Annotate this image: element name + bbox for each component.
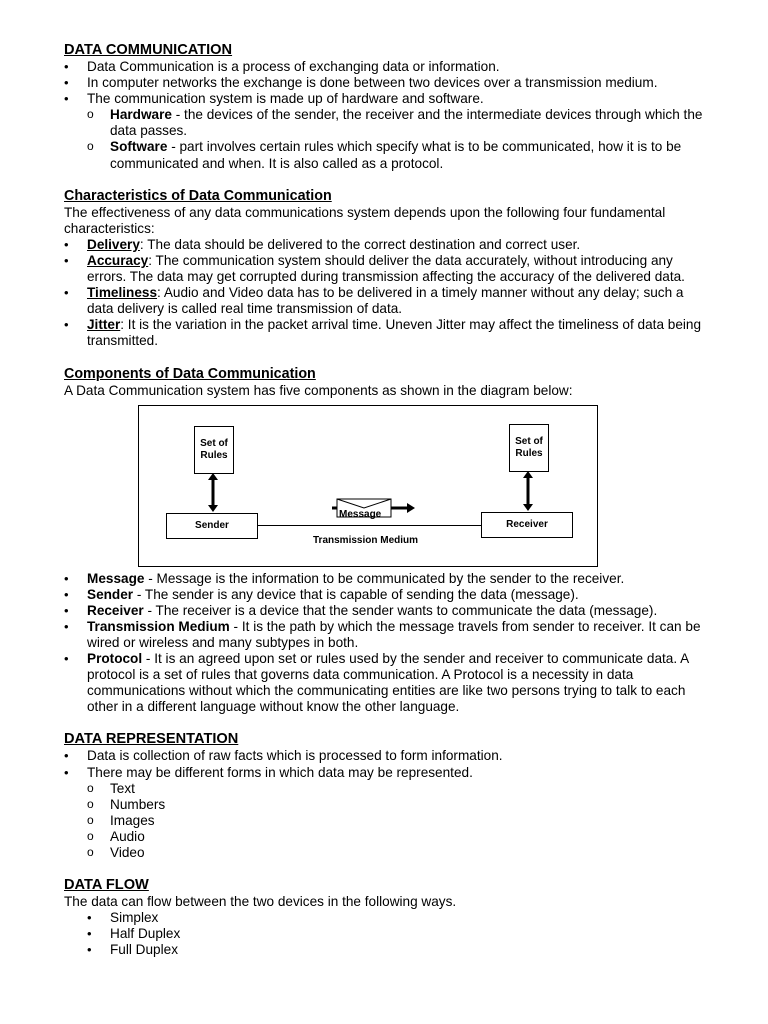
- arrowhead-down-left: [208, 505, 218, 512]
- list-item: • Data is collection of raw facts which is processed to form information.: [64, 748, 712, 764]
- definition: - It is an agreed upon set or rules used by the sender and receiver to communicate data. A protocol is a set of rules that governs data communication. A Protocol is a necessity in data communications without which the communicating entities are like two persons trying to talk to each other in a different language without know the other language.: [87, 651, 689, 715]
- list-item-delivery: [64, 237, 712, 253]
- term: Jitter: [87, 317, 121, 333]
- definition-software: - part involves certain rules which specify what is to be communicated, how it is to be communicated and when. It is also called as a protocol.: [110, 139, 682, 171]
- heading-components: Components of Data Communication: [64, 365, 316, 382]
- characteristics-intro: The effectiveness of any data communications system depends upon the following four fundamental characteristics:: [64, 204, 666, 236]
- list-item-text: There may be different forms in which data may be represented.: [87, 764, 473, 780]
- list-item-receiver: [64, 603, 712, 619]
- sublist-item-video: o Video: [87, 845, 712, 861]
- data-forms-sublist: [87, 781, 712, 861]
- hardware-software-sublist: [87, 107, 712, 171]
- set-of-rules-left-box: Set of Rules: [194, 426, 234, 474]
- transmission-medium-label: Transmission Medium: [313, 534, 419, 546]
- data-flow-list: [87, 910, 712, 958]
- components-list: [64, 571, 712, 716]
- term: Transmission Medium: [87, 618, 230, 634]
- list-item: • In computer networks the exchange is done between two devices over a transmission medium.: [64, 75, 712, 91]
- set-of-rules-right-box: Set of Rules: [509, 424, 549, 472]
- characteristics-list: [64, 237, 712, 350]
- definition: : The data should be delivered to the correct destination and correct user.: [139, 236, 581, 252]
- message-arrowhead: [407, 503, 415, 513]
- list-item-protocol: [64, 651, 712, 715]
- list-item-accuracy: [64, 253, 712, 285]
- list-item-full-duplex: • Full Duplex: [87, 942, 712, 958]
- definition: - It is the path by which the message travels from sender to receiver. It can be wired or wireless and many subtypes in both.: [87, 618, 701, 650]
- list-item-timeliness: [64, 285, 712, 317]
- term: Sender: [87, 586, 134, 602]
- arrowhead-up-left: [208, 473, 218, 480]
- list-item: • Data Communication is a process of exchanging data or information.: [64, 59, 712, 75]
- heading-data-flow: DATA FLOW: [64, 877, 149, 894]
- data-representation-list: [64, 748, 712, 861]
- term-software: Software: [110, 139, 168, 155]
- definition: : Audio and Video data has to be delivered in a timely manner without any delay; such a data delivery is called real time transmission of data.: [87, 285, 684, 317]
- sublist-item-numbers: o Numbers: [87, 797, 712, 813]
- arrowhead-up-right: [523, 471, 533, 478]
- definition: : The communication system should deliver the data accurately, without introducing any errors. The data may get corrupted during transmission affecting the accuracy of the delivered data.: [87, 252, 685, 285]
- list-item-half-duplex: • Half Duplex: [87, 926, 712, 942]
- sublist-item-text: o Text: [87, 781, 712, 797]
- term-hardware: Hardware: [110, 107, 172, 123]
- list-item: [64, 91, 712, 171]
- list-item: [64, 765, 712, 862]
- definition: - The sender is any device that is capable of sending the data (message).: [133, 586, 579, 602]
- term: Accuracy: [87, 252, 149, 268]
- components-intro: A Data Communication system has five components as shown in the diagram below:: [64, 382, 573, 398]
- term: Receiver: [87, 602, 144, 618]
- list-item-sender: [64, 587, 712, 603]
- definition: : It is the variation in the packet arrival time. Uneven Jitter may affect the timeliness of data being transmitted.: [87, 317, 702, 349]
- term: Timeliness: [87, 285, 158, 301]
- receiver-box: Receiver: [481, 512, 573, 538]
- heading-data-communication: DATA COMMUNICATION: [64, 42, 233, 58]
- list-item-simplex: • Simplex: [87, 910, 712, 926]
- sublist-item-software: [87, 139, 712, 171]
- definition: - The receiver is a device that the sender wants to communicate the data (message).: [143, 602, 658, 618]
- list-item-message: [64, 571, 712, 587]
- arrowhead-down-right: [523, 504, 533, 511]
- term: Message: [87, 570, 145, 586]
- document-page: [64, 42, 712, 958]
- sublist-item-audio: o Audio: [87, 829, 712, 845]
- definition: - Message is the information to be communicated by the sender to the receiver.: [144, 570, 625, 586]
- sender-box: Sender: [166, 513, 258, 539]
- heading-characteristics: Characteristics of Data Communication: [64, 187, 332, 204]
- data-communication-list: [64, 59, 712, 172]
- list-item-text: The communication system is made up of hardware and software.: [87, 91, 484, 107]
- sublist-item-hardware: [87, 107, 712, 139]
- message-label: Message: [339, 508, 382, 520]
- list-item-jitter: [64, 317, 712, 349]
- definition-hardware: - the devices of the sender, the receiver and the intermediate devices through which the data passes.: [110, 107, 703, 139]
- components-diagram: [138, 405, 598, 567]
- term: Protocol: [87, 651, 143, 667]
- sublist-item-images: o Images: [87, 813, 712, 829]
- list-item-transmission-medium: [64, 619, 712, 651]
- heading-data-representation: DATA REPRESENTATION: [64, 731, 239, 748]
- data-flow-intro: The data can flow between the two devices in the following ways.: [64, 894, 457, 910]
- term: Delivery: [87, 236, 140, 252]
